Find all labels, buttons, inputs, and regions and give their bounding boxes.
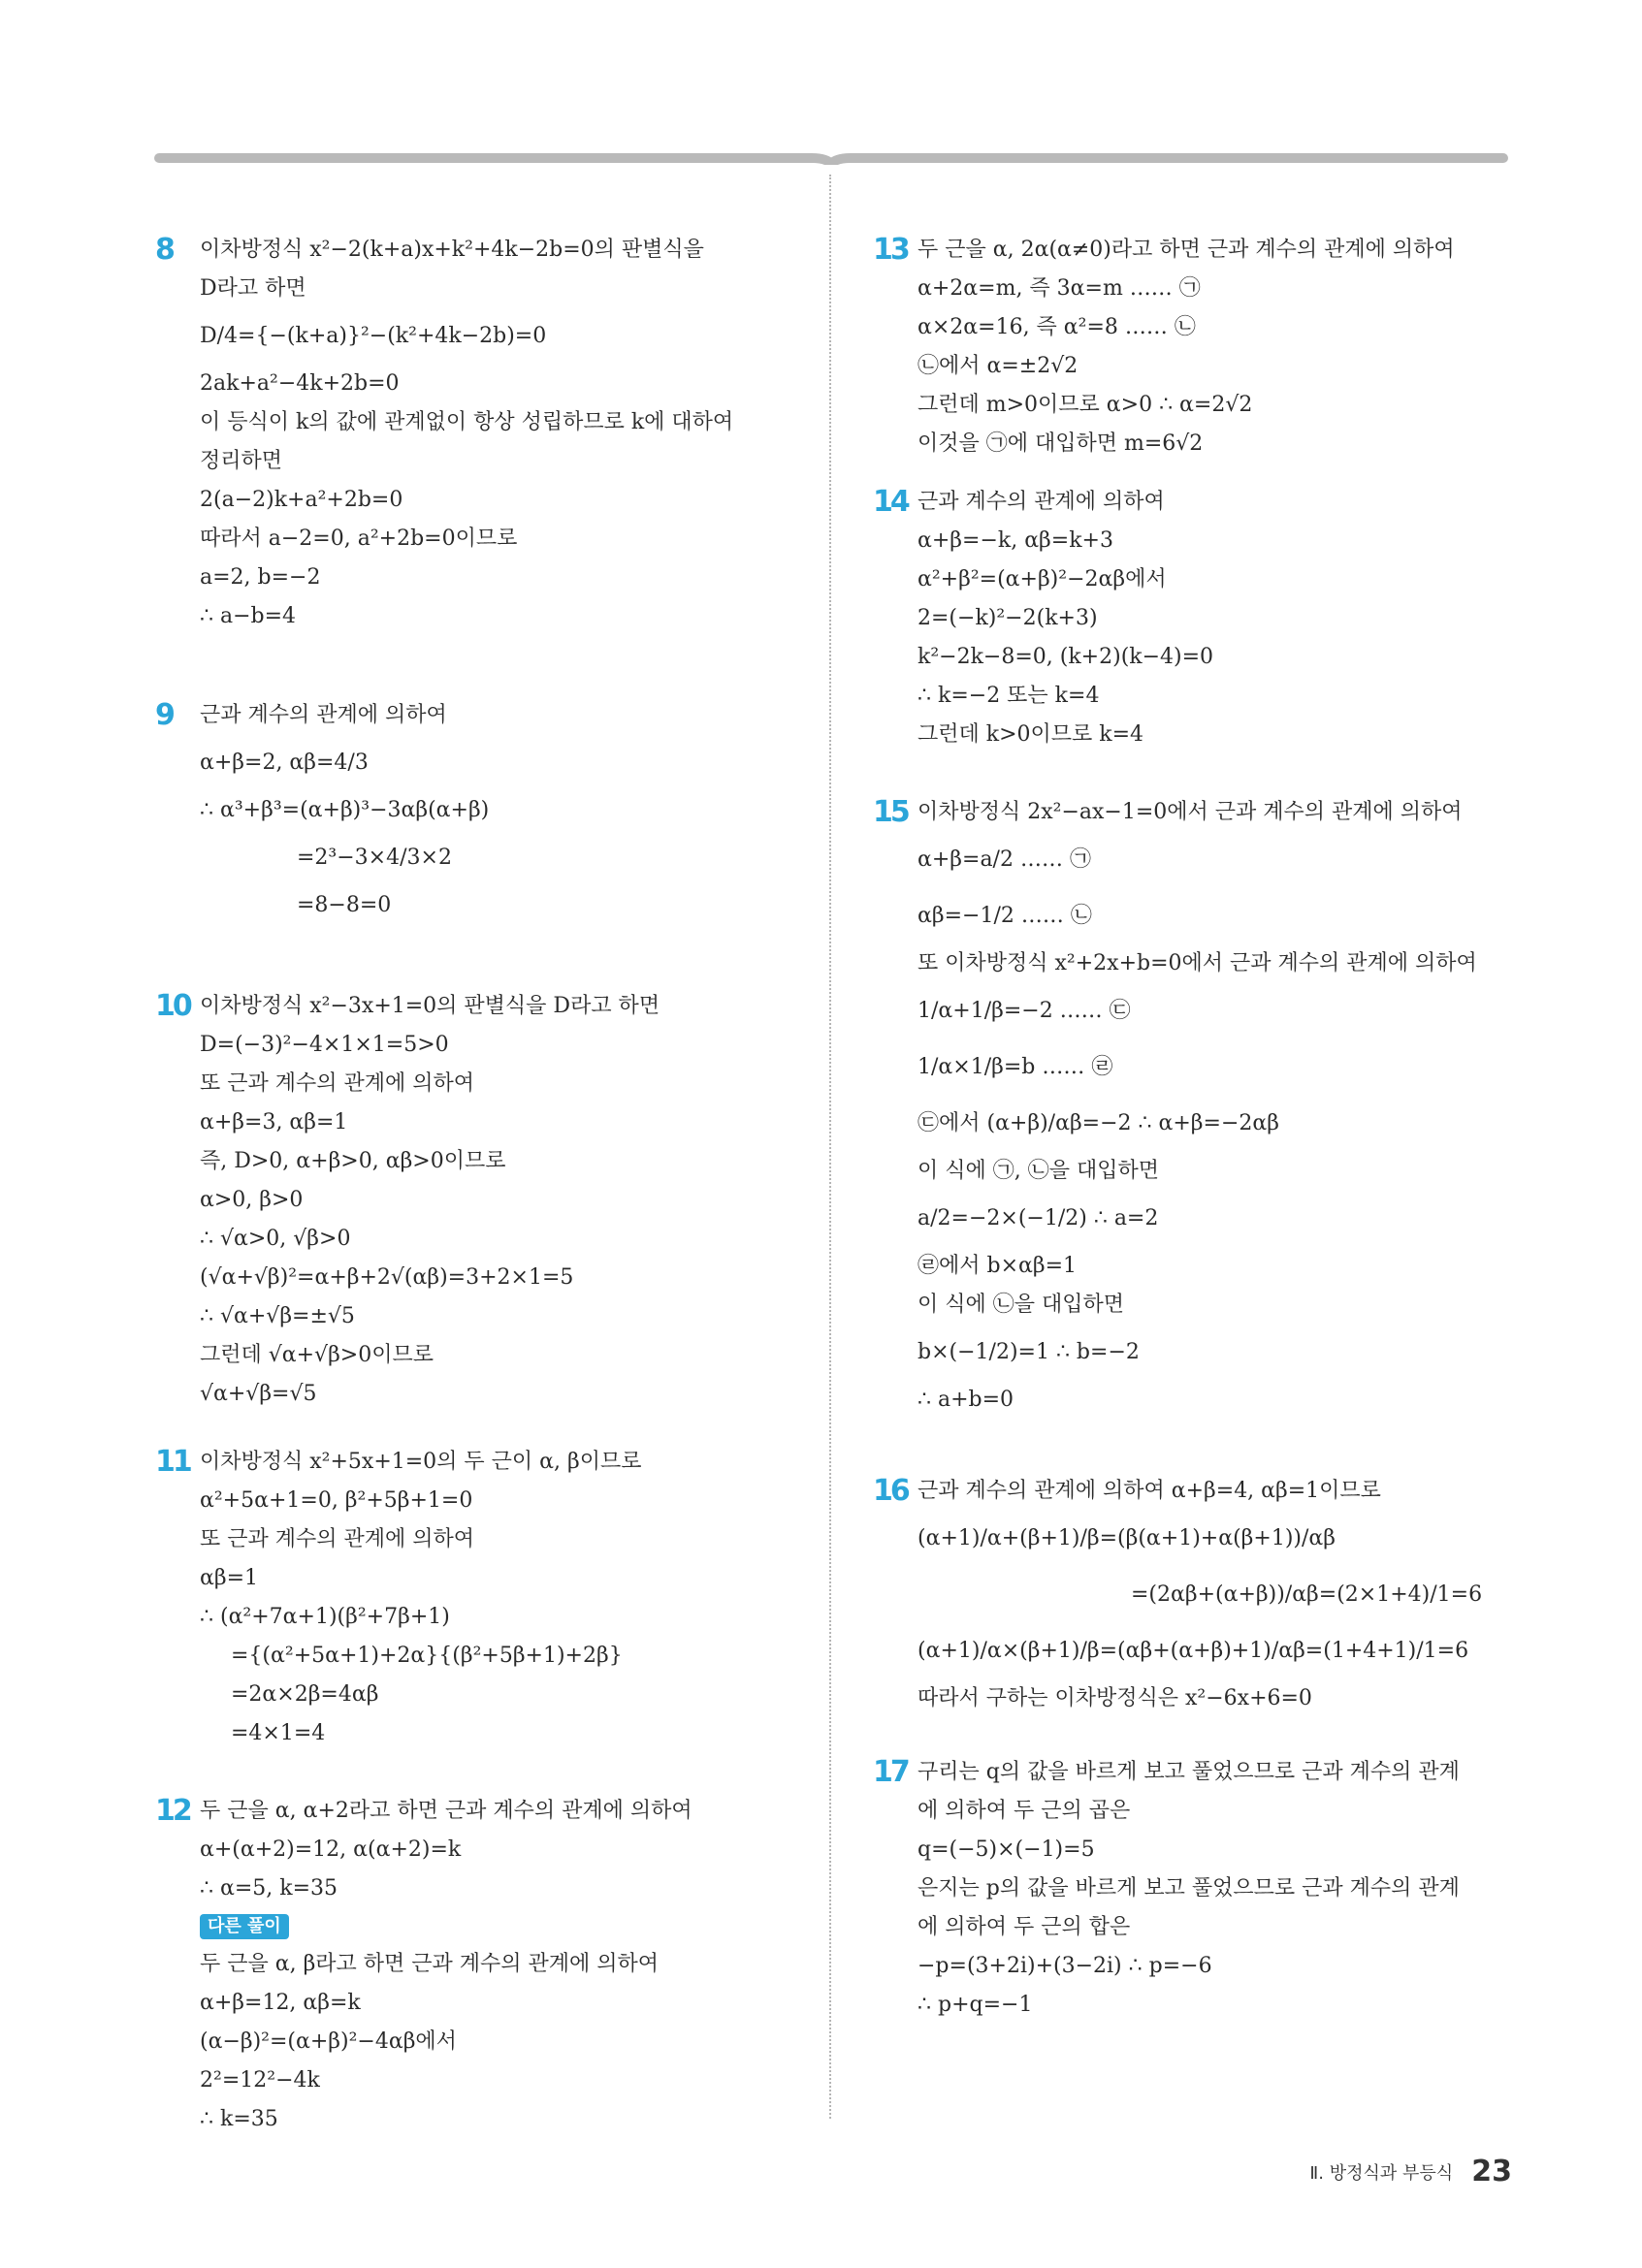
problem-number: 13	[873, 233, 908, 267]
solution-line: 따라서 a−2=0, a²+2b=0이므로	[200, 527, 518, 551]
solution-line: 이차방정식 x²+5x+1=0의 두 근이 α, β이므로	[200, 1450, 642, 1474]
problem-14	[873, 483, 1494, 774]
solution-line: 또 근과 계수의 관계에 의하여	[200, 1527, 474, 1551]
solution-line: −p=(3+2i)+(3−2i) ∴ p=−6	[918, 1954, 1212, 1978]
solution-line: 이 등식이 k의 값에 관계없이 항상 성립하므로 k에 대하여	[200, 410, 734, 434]
solution-line: 2ak+a²−4k+2b=0	[200, 371, 400, 396]
solution-line: a/2=−2×(−1/2) ∴ a=2	[918, 1206, 1159, 1230]
problem-17	[873, 1753, 1494, 2025]
solution-line: (α−β)²=(α+β)²−4αβ에서	[200, 2029, 457, 2054]
solution-line: ㉣에서 b×αβ=1	[918, 1254, 1078, 1278]
solution-line: ∴ p+q=−1	[918, 1993, 1033, 2017]
solution-line: ∴ α³+β³=(α+β)³−3αβ(α+β)	[200, 798, 490, 822]
solution-line: 이 식에 ㉡을 대입하면	[918, 1293, 1124, 1317]
problem-15	[873, 793, 1494, 1472]
solution-line: α+β=3, αβ=1	[200, 1110, 348, 1134]
solution-line: 구리는 q의 값을 바르게 보고 풀었으므로 근과 계수의 관계	[918, 1760, 1460, 1784]
problem-number: 8	[155, 233, 173, 267]
solution-line: 1/α×1/β=b …… ㉣	[918, 1055, 1113, 1079]
solution-line: 근과 계수의 관계에 의하여	[918, 490, 1165, 514]
solution-line: 그런데 √α+√β>0이므로	[200, 1343, 434, 1367]
solution-line: 두 근을 α, 2α(α≠0)라고 하면 근과 계수의 관계에 의하여	[918, 238, 1455, 262]
solution-line: α+β=a/2 …… ㉠	[918, 847, 1091, 872]
solution-line: α+(α+2)=12, α(α+2)=k	[200, 1837, 462, 1862]
solution-line: 2=(−k)²−2(k+3)	[918, 606, 1098, 630]
solution-line: 은지는 p의 값을 바르게 보고 풀었으므로 근과 계수의 관계	[918, 1876, 1460, 1901]
solution-line: 따라서 구하는 이차방정식은 x²−6x+6=0	[918, 1686, 1312, 1710]
solution-line: =4×1=4	[231, 1721, 326, 1745]
solution-line: 즉, D>0, α+β>0, αβ>0이므로	[200, 1149, 506, 1173]
solution-line: 두 근을 α, β라고 하면 근과 계수의 관계에 의하여	[200, 1952, 660, 1976]
problem-number: 16	[873, 1474, 908, 1508]
solution-line: 이차방정식 x²−3x+1=0의 판별식을 D라고 하면	[200, 994, 660, 1018]
problem-number: 11	[155, 1445, 190, 1479]
page-footer	[1309, 2155, 1512, 2188]
solution-line: k²−2k−8=0, (k+2)(k−4)=0	[918, 645, 1214, 669]
solution-line: ∴ a−b=4	[200, 604, 297, 628]
problem-8	[155, 231, 776, 667]
solution-line: ∴ k=35	[200, 2107, 278, 2131]
problem-number: 17	[873, 1755, 908, 1789]
page-number: 23	[1471, 2155, 1512, 2188]
problem-12	[155, 1792, 776, 2139]
solution-line: 2²=12²−4k	[200, 2068, 320, 2092]
solution-line: 이차방정식 2x²−ax−1=0에서 근과 계수의 관계에 의하여	[918, 800, 1463, 824]
header-bar	[152, 151, 1510, 165]
right-column	[873, 231, 1494, 2025]
alternative-solution-badge: 다른 풀이	[200, 1914, 289, 1939]
solution-line: 정리하면	[200, 449, 283, 473]
solution-line: 근과 계수의 관계에 의하여	[200, 703, 447, 727]
problem-number: 10	[155, 989, 190, 1023]
problem-10	[155, 987, 776, 1414]
solution-line: D/4={−(k+a)}²−(k²+4k−2b)=0	[200, 324, 547, 348]
left-column	[155, 231, 776, 2139]
solution-line: αβ=1	[200, 1566, 259, 1590]
problem-number: 15	[873, 795, 908, 829]
problem-number: 14	[873, 485, 908, 519]
solution-line: ㉢에서 (α+β)/αβ=−2 ∴ α+β=−2αβ	[918, 1111, 1279, 1135]
solution-line: D라고 하면	[200, 276, 306, 301]
solution-line: =8−8=0	[297, 893, 392, 917]
solution-line: 근과 계수의 관계에 의하여 α+β=4, αβ=1이므로	[918, 1479, 1381, 1503]
solution-line: =2α×2β=4αβ	[231, 1682, 379, 1707]
solution-line: b×(−1/2)=1 ∴ b=−2	[918, 1340, 1140, 1364]
solution-line: =2³−3×4/3×2	[297, 846, 452, 870]
solution-line: ∴ α=5, k=35	[200, 1876, 338, 1901]
solution-line: α²+5α+1=0, β²+5β+1=0	[200, 1488, 473, 1513]
solution-line: 또 근과 계수의 관계에 의하여	[200, 1071, 474, 1096]
solution-line: (α+1)/α×(β+1)/β=(αβ+(α+β)+1)/αβ=(1+4+1)/1=6	[918, 1639, 1469, 1663]
solution-line: √α+√β=√5	[200, 1382, 317, 1406]
solution-line: α+β=12, αβ=k	[200, 1991, 361, 2015]
solution-line: α+β=−k, αβ=k+3	[918, 528, 1113, 553]
solution-line: 에 의하여 두 근의 합은	[918, 1915, 1131, 1939]
solution-line: αβ=−1/2 …… ㉡	[918, 904, 1092, 928]
solution-line: α+2α=m, 즉 3α=m …… ㉠	[918, 276, 1201, 301]
solution-line: ∴ √α+√β=±√5	[200, 1304, 355, 1328]
solution-line: α²+β²=(α+β)²−2αβ에서	[918, 567, 1167, 591]
solution-line: 두 근을 α, α+2라고 하면 근과 계수의 관계에 의하여	[200, 1799, 692, 1823]
solution-line: 이 식에 ㉠, ㉡을 대입하면	[918, 1159, 1159, 1183]
solution-line: (α+1)/α+(β+1)/β=(β(α+1)+α(β+1))/αβ	[918, 1526, 1336, 1550]
column-divider	[829, 175, 831, 2119]
problem-11	[155, 1443, 776, 1763]
solution-line: 또 이차방정식 x²+2x+b=0에서 근과 계수의 관계에 의하여	[918, 951, 1477, 975]
solution-line: ∴ (α²+7α+1)(β²+7β+1)	[200, 1605, 450, 1629]
problem-number: 9	[155, 698, 173, 732]
problem-16	[873, 1472, 1494, 1753]
solution-line: (√α+√β)²=α+β+2√(αβ)=3+2×1=5	[200, 1265, 574, 1290]
solution-line: ∴ a+b=0	[918, 1388, 1014, 1412]
solution-line: α×2α=16, 즉 α²=8 …… ㉡	[918, 315, 1196, 339]
solution-line: 그런데 m>0이므로 α>0 ∴ α=2√2	[918, 393, 1253, 417]
solution-line: ∴ √α>0, √β>0	[200, 1227, 351, 1251]
solution-line: 에 의하여 두 근의 곱은	[918, 1799, 1131, 1823]
problem-number: 12	[155, 1794, 190, 1828]
solution-line: 2(a−2)k+a²+2b=0	[200, 488, 403, 512]
solution-line: q=(−5)×(−1)=5	[918, 1837, 1095, 1862]
problem-13	[873, 231, 1494, 483]
solution-line: 1/α+1/β=−2 …… ㉢	[918, 999, 1131, 1023]
section-title: Ⅱ. 방정식과 부등식	[1309, 2162, 1454, 2184]
solution-line: 이차방정식 x²−2(k+a)x+k²+4k−2b=0의 판별식을	[200, 238, 704, 262]
solution-line: ={(α²+5α+1)+2α}{(β²+5β+1)+2β}	[231, 1644, 623, 1668]
solution-line: α>0, β>0	[200, 1188, 304, 1212]
solution-line: 이것을 ㉠에 대입하면 m=6√2	[918, 431, 1204, 456]
solution-line: ㉡에서 α=±2√2	[918, 354, 1079, 378]
solution-line: a=2, b=−2	[200, 565, 321, 590]
solution-line: D=(−3)²−4×1×1=5>0	[200, 1033, 449, 1057]
problem-9	[155, 696, 776, 958]
solution-line: =(2αβ+(α+β))/αβ=(2×1+4)/1=6	[1131, 1582, 1483, 1607]
solution-line: ∴ k=−2 또는 k=4	[918, 684, 1100, 708]
solution-line: α+β=2, αβ=4/3	[200, 751, 369, 775]
solution-line: 그런데 k>0이므로 k=4	[918, 722, 1144, 747]
